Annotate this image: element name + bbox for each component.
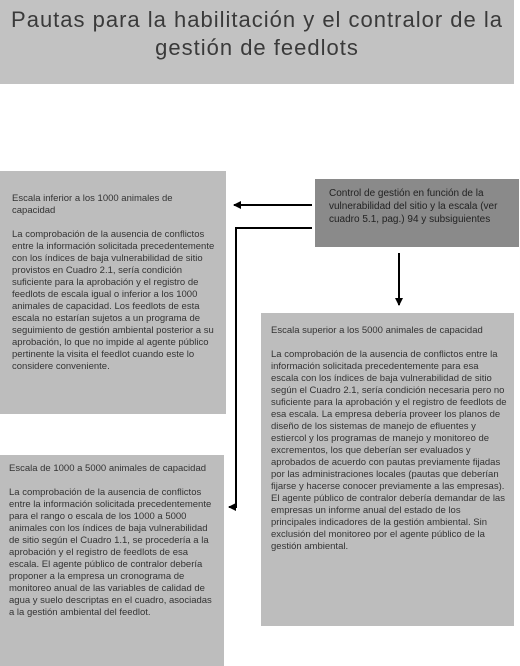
scale-large-heading: Escala superior a los 5000 animales de capacidad bbox=[271, 325, 483, 336]
scale-mid-body: La comprobación de la ausencia de conflictos entre la información solicitada precedentemente para el rango o escala de los 1000 a 5000 animales con los índices de baja vulnerabilidad de sitio según el Cuadro 1.1, se procedería a la aprobación y el registro de feedlots de esa escala. El agente público de contralor debería proponer a la empresa un cronograma de monitoreo anual de las variables de calidad de agua y suelo descriptas en el cuadro, asociadas a la gestión ambiental del feedlot. bbox=[9, 487, 212, 618]
scale-mid-heading: Escala de 1000 a 5000 animales de capacidad bbox=[9, 463, 207, 474]
scale-small-body: La comprobación de la ausencia de conflictos entre la información solicitada precedentemente con los índices de baja vulnerabilidad de sitio provistos en Cuadro 2.1, sería condición suficiente para la aprobación y el registro de feedlots de escala igual o inferior a los 1000 animales de capacidad. Los feedlots de esta escala no estarían sujetos a un programa de seguimiento de gestión ambiental posterior a su aprobación, lo que no impide al agente público pertinente la visita el feedlot cuando este lo considere conveniente. bbox=[12, 229, 215, 372]
arrow-to-mid-scale bbox=[229, 228, 312, 507]
page-title: Pautas para la habilitación y el contralor de la gestión de feedlots bbox=[11, 7, 503, 60]
scale-large-body: La comprobación de la ausencia de conflictos entre la información solicitada precedentemente para esa escala con los índices de baja vulnerabilidad de sitio según el Cuadro 2.1, sería condición necesaria pero no suficiente para la aprobación y el registro de feedlots de esa escala. La empresa debería proveer los planos de diseño de los sistemas de manejo de efluentes y estiercol y los programas de manejo y monitoreo de excrementos, los que deberían ser evaluados y aprobados de acuerdo con pautas previamente fijadas por las administraciones locales (pautas que deberían fijarse y hacerse conocer previamente a las empresas). El agente público de contralor debería demandar de las empresas un informe anual del estado de los principales indicadores de la gestión ambiental. Sin exclusión del monitoreo por el agente público de la gestión ambiental. bbox=[271, 349, 507, 552]
control-text: Control de gestión en función de la vulnerabilidad del sitio y la escala (ver cuadro 5.1, pag.) 94 y subsiguientes bbox=[329, 188, 498, 225]
scale-small-heading: Escala inferior a los 1000 animales de capacidad bbox=[12, 193, 173, 216]
